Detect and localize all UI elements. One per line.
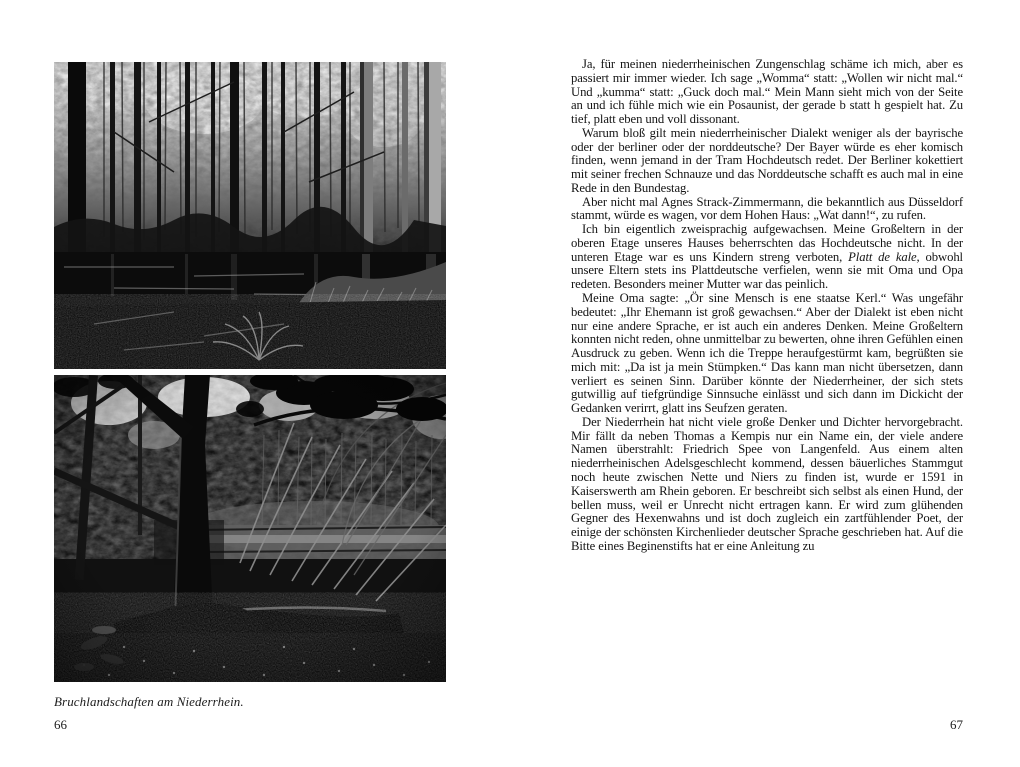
italic-phrase: Platt de kale, bbox=[848, 249, 920, 264]
text-run: Warum bloß gilt mein niederrheinischer Dialekt weniger als der bayrische oder der berliner oder der norddeutsche? Der Bayer würde es eher komisch finden, wenn jemand in der Tram Hochdeutsch redet. Der Berliner kokettiert mit seiner frechen Schnauze und das Norddeutsche schafft es auch mal in eine Rede in den Bundestag. bbox=[571, 125, 963, 195]
vignette bbox=[54, 375, 446, 682]
left-page bbox=[54, 62, 446, 710]
photo-swamp-forest bbox=[54, 62, 446, 369]
paragraph bbox=[571, 416, 963, 554]
right-page bbox=[571, 58, 963, 554]
text-run: Meine Oma sagte: „Ör sine Mensch is ene staatse Kerl.“ Was ungefähr bedeutet: „Ihr Ehemann ist groß gewachsen.“ Aber der Dialekt ist eben nicht nur eine andere Sprache, er ist auch ein anderes Denken. Meine Großeltern konnten nicht reden, ohne unmittelbar zu bewerten, ohne ihren Gefühlen einen Ausdruck zu geben. Wenn ich die Treppe heraufgestürmt kam, begrüßten sie mich mit: „Da ist ja mein Stümpken.“ Das kann man nicht übersetzen, dann verliert es seinen Sinn. Darüber könnte der Niederrheiner, der sich stets gutwillig auf tiefgründige Sinnsuche einlässt und sich dann im Dickicht der Gedanken verirrt, glatt ins Seufzen geraten. bbox=[571, 291, 963, 416]
text-run: Ich bin eigentlich zweisprachig aufgewachsen. Meine Großeltern in der oberen Etage unseres Hauses beherrschten das Hochdeutsche nicht. In der unteren Etage war es uns Kindern streng verboten, bbox=[571, 222, 963, 264]
swamp-forest-illustration bbox=[54, 62, 446, 369]
paragraph bbox=[571, 127, 963, 196]
text-run: Der Niederrhein hat nicht viele große Denker und Dichter hervorgebracht. Mir fällt da neben Thomas a Kempis nur ein Name ein, der viele andere Namen überstrahlt: Friedrich Spee von Langenfeld. Aus einem alten niederrheinischen Adelsgeschlecht kommend, dessen bäuerliches Stammgut noch heute zwischen Nette und Niers zu finden ist, wurde er 1591 in Kaiserswerth am Rhein geboren. Er beschreibt sich selbst als einen Hund, der bellen muss, weil er Unrecht nicht ertragen kann. Er wird zum glühenden Gegner des Hexenwahns und ist doch zugleich ein zartfühlender Poet, der einige der schönsten Kirchenlieder deutscher Sprache geschrieben hat. Auf die Bitte eines Beginenstifts hat er eine Anleitung zu bbox=[571, 414, 963, 553]
paragraph bbox=[571, 196, 963, 224]
dark-thicket-illustration bbox=[54, 375, 446, 682]
photo-dark-thicket bbox=[54, 375, 446, 682]
text-run: obwohl unsere Eltern stets ins Plattdeutsche verfielen, wenn sie mit Oma und Opa redeten. Besonders meiner Mutter war das peinlich. bbox=[571, 249, 963, 292]
paragraph bbox=[571, 292, 963, 416]
text-run: Aber nicht mal Agnes Strack-Zimmermann, die bekanntlich aus Düsseldorf stammt, würde es wagen, vor dem Hohen Haus: „Wat dann!“, zu rufen. bbox=[571, 194, 963, 223]
paragraph bbox=[571, 58, 963, 127]
body-text-column bbox=[571, 58, 963, 554]
photo-caption: Bruchlandschaften am Niederrhein. bbox=[54, 694, 244, 709]
page-number-left: 66 bbox=[54, 717, 67, 732]
text-run: Ja, für meinen niederrheinischen Zungenschlag schäme ich mich, aber es passiert mir immer wieder. Ich sage „Womma“ statt: „Wollen wir nicht mal.“ Und „kumma“ statt: „Guck doch mal.“ Mein Mann sieht mich von der Seite an und ich fühle mich wie ein Posaunist, der gerade b statt h gespielt hat. Zu tief, platt eben und voll dissonant. bbox=[571, 57, 963, 127]
paragraph bbox=[571, 223, 963, 292]
floor-speckles bbox=[54, 298, 446, 369]
page-number-right: 67 bbox=[950, 717, 963, 732]
